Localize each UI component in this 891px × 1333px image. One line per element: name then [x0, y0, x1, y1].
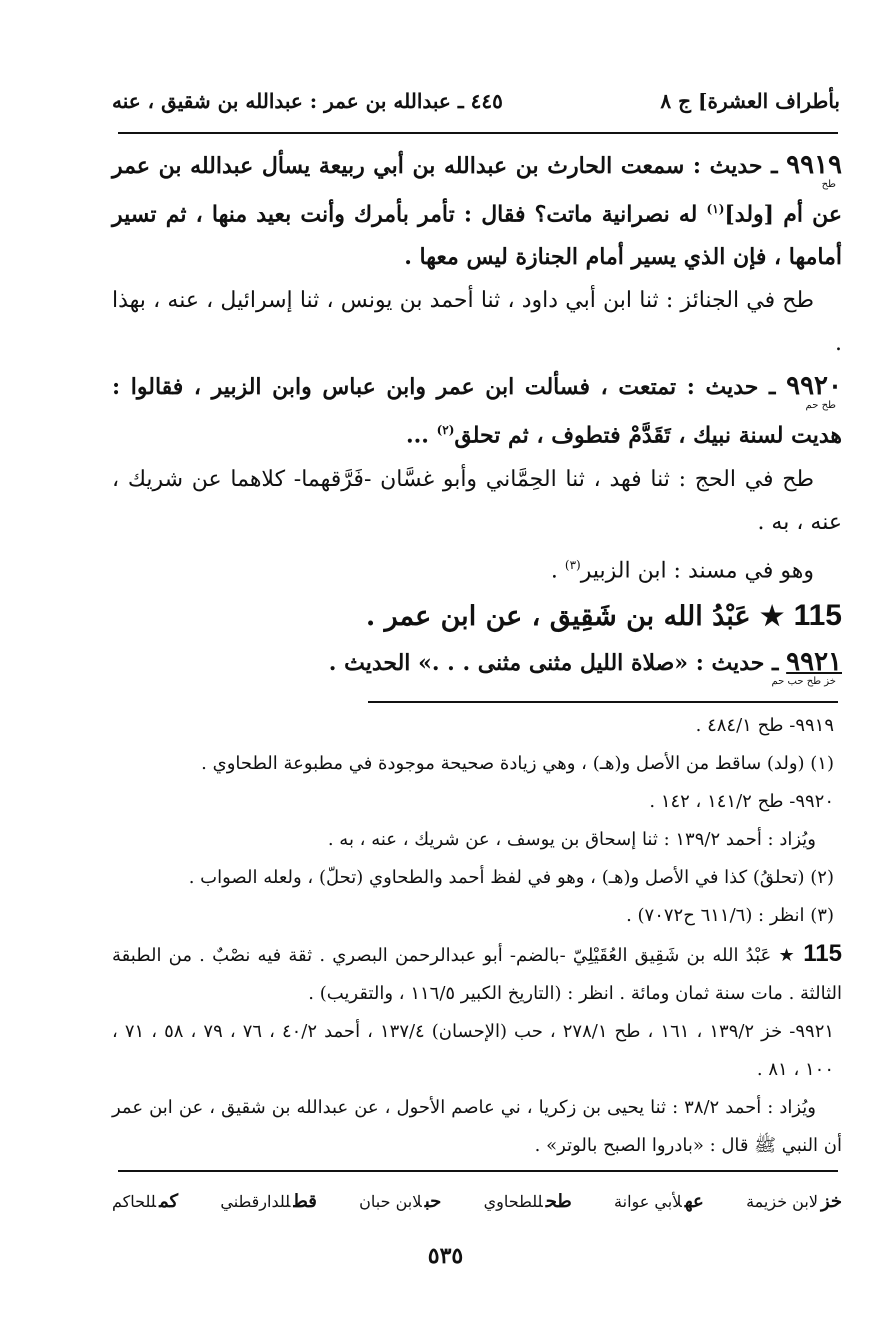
- note-9921-extra: [112, 1089, 842, 1165]
- page-number: ٥٣٥: [427, 1243, 464, 1269]
- hadith-9919-isnad-end: بهذا .: [112, 288, 842, 357]
- musnad-note-end: .: [550, 557, 558, 583]
- abbreviations-rule: [118, 1170, 838, 1172]
- note-9921-extra-line2: ابن عمر أن النبي ﷺ قال : «بادروا الصبح بالوتر» .: [112, 1097, 842, 1156]
- hadith-9920-sigla: طح حم: [805, 400, 836, 412]
- hadith-9919-isnad: [112, 279, 842, 365]
- footnote-ref-2: (٢): [436, 423, 455, 438]
- note-9921-line2: ٧٩ ، ٥٨ ، ٧١ ، ١٠٠ ، ٨١ .: [112, 1021, 834, 1080]
- hadith-9919-line3: تسير أمامها ، فإن الذي يسير أمام الجنازة ليس معها .: [112, 201, 842, 271]
- running-header: [112, 84, 840, 118]
- abbr-item-hb: حبلابن حبان: [359, 1190, 442, 1212]
- hadith-9919-sigla: طح: [821, 179, 836, 190]
- hadith-9921-sigla: خز طح حب حم: [771, 675, 836, 687]
- note-biography-115: [112, 935, 842, 1013]
- footnote-ref-3: (٣): [564, 557, 581, 572]
- footnote-3: (٣) انظر : (٦١١/٦ ح٧٠٧٢) .: [626, 905, 834, 926]
- note-9920: ٩٩٢٠- طح ١٤١/٢ ، ١٤٢ .: [649, 791, 834, 812]
- hadith-9920-isnad-end: عنه ، به .: [757, 509, 842, 535]
- header-rule: [118, 132, 838, 134]
- footnote-rule: [368, 701, 838, 703]
- note-biography-line1: عَبْدُ الله بن شَقِيق العُقَيْلِيّ -بالضم- أبو عبدالرحمن البصري . ثقة فيه نصْبٌ . من: [168, 945, 772, 966]
- hadith-9921-body: «صلاة الليل مثنى مثنى . . .» الحديث .: [328, 649, 689, 676]
- note-9921: [112, 1013, 842, 1089]
- footnote-1: (١) (ولد) ساقط من الأصل و(هـ) ، وهي زيادة صحيحة موجودة في مطبوعة الطحاوي .: [201, 753, 834, 774]
- note-9919: ٩٩١٩- طح ٤٨٤/١ .: [695, 715, 834, 736]
- hadith-9920-ellipsis: ...: [405, 422, 429, 449]
- note-9921-extra-line1: ويُزاد : أحمد ٣٨/٢ : ثنا يحيى بن زكريا ، ني عاصم الأحول ، عن عبدالله بن شقيق ، عن: [178, 1097, 816, 1118]
- main-text: [112, 144, 842, 685]
- hadith-9921-text: [112, 641, 842, 685]
- note-9921-line1: ٩٩٢١- خز ١٣٩/٢ ، ١٦١ ، طح ٢٧٨/١ ، حب (الإحسان) ١٣٧/٤ ، أحمد ٤٠/٢ ، ٧٦ ،: [229, 1021, 835, 1042]
- hadith-9919-line2: عمر عن أم [ولد]: [112, 153, 842, 228]
- header-book-title: بأطراف العشرة] ج ٨: [660, 89, 840, 113]
- hadith-9919-line2b: له نصرانية ماتت؟ فقال : تأمر بأمرك وأنت بعيد منها ، ثم: [165, 201, 698, 228]
- biography-115-number: 115: [793, 598, 842, 632]
- hadith-9920-line2: هديت لسنة نبيك ، تَقَدَّمْ فتطوف ، ثم تحلق: [454, 422, 842, 449]
- footnotes-section: [112, 707, 842, 1165]
- note-star-icon: ★: [778, 945, 797, 966]
- hadith-9919-isnad-text: طح في الجنائز : ثنا ابن أبي داود ، ثنا أحمد بن يونس ، ثنا إسرائيل ، عنه ،: [153, 288, 814, 314]
- hadith-9920-text: [112, 365, 842, 457]
- footnote-ref-1: (١): [706, 202, 725, 216]
- musnad-note: [112, 544, 842, 592]
- hadith-9919-line1: سمعت الحارث بن عبدالله بن أبي ربيعة يسأل عبدالله بن: [158, 153, 685, 179]
- hadith-9920-line1: تمتعت ، فسألت ابن عمر وابن عباس وابن الزبير ، فقالوا :: [112, 374, 677, 401]
- hadith-9921-label: ـ حديث :: [695, 649, 779, 676]
- hadith-9920-isnad-text: طح في الحج : ثنا فهد ، ثنا الحِمَّاني وأبو غسَّان -فَرَّقهما- كلاهما عن شريك ،: [112, 466, 814, 492]
- hadith-9921-number: ٩٩٢١ خز طح حب حم: [771, 646, 842, 687]
- hadith-9919-label: ـ حديث :: [692, 153, 778, 179]
- note-biography-number: 115: [803, 940, 842, 967]
- footnote-2: (٢) (تحلقُ) كذا في الأصل و(هـ) ، وهو في لفظ أحمد والطحاوي (تحلّ) ، ولعله الصواب .: [188, 867, 834, 888]
- biography-115-heading: [112, 592, 842, 641]
- abbr-item-th: طحللطحاوي: [483, 1190, 572, 1212]
- abbr-item-khz: خزلابن خزيمة: [746, 1190, 842, 1212]
- hadith-9920-label: ـ حديث :: [686, 374, 776, 401]
- hadith-9920-number: ٩٩٢٠ طح حم: [786, 371, 842, 412]
- abbr-item-km: كمللحاكم: [112, 1190, 179, 1212]
- abbr-item-qt: قطللدارقطني: [220, 1190, 317, 1212]
- biography-115-name: عَبْدُ الله بن شَقِيق ، عن ابن عمر .: [365, 600, 751, 632]
- abbr-item-ah: عهلأبي عوانة: [614, 1190, 704, 1212]
- note-9920-extra: ويُزاد : أحمد ١٣٩/٢ : ثنا إسحاق بن يوسف ، عن شريك ، عنه ، به .: [327, 829, 816, 850]
- star-icon: ★: [759, 600, 785, 632]
- hadith-9920-isnad: [112, 458, 842, 544]
- musnad-note-text: وهو في مسند : ابن الزبير: [580, 557, 814, 583]
- note-biography-line2: الطبقة الثالثة . مات سنة ثمان ومائة . انظر : (التاريخ الكبير ١١٦/٥ ، والتقريب) .: [112, 945, 842, 1004]
- hadith-9919-text: [112, 144, 842, 279]
- header-section-title: ٤٤٥ ـ عبدالله بن عمر : عبدالله بن شقيق ، عنه: [112, 89, 503, 113]
- abbreviations-key: [112, 1186, 842, 1216]
- hadith-9919-number: ٩٩١٩ طح: [786, 150, 842, 190]
